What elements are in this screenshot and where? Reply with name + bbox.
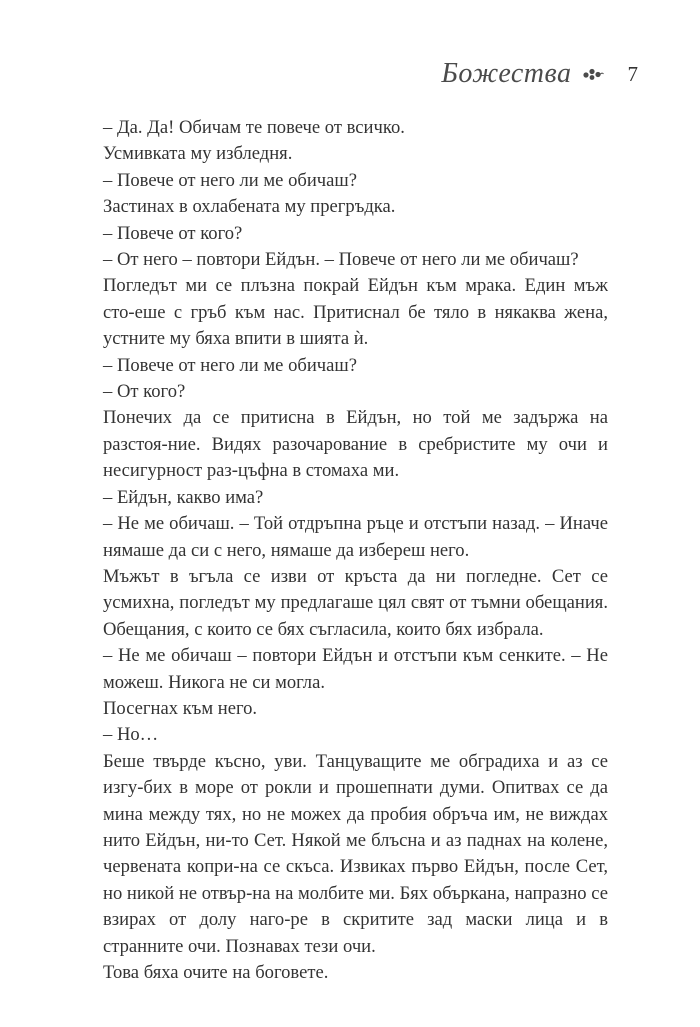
paragraph-14: – Не ме обичаш – повтори Ейдън и отстъпи към сенките. – Не можеш. Никога не си могла. [103, 645, 608, 693]
paragraph-6: – От него – повтори Ейдън. – Повече от него ли ме обичаш? [103, 249, 579, 271]
paragraph-17: Беше твърде късно, уви. Танцуващите ме обградиха и аз се изгу-бих в море от рокли и прошепнати думи. Опитвах се да мина между тях, но не можех да пробия обръча им, не виждах нито Ейдън, ни-то Сет. Някой ме блъсна и аз паднах на колене, червената копри-на се скъса. Извиках първо Ейдън, после Сет, но никой не отвър-на на молбите ми. Бях объркана, напразно се взирах от долу наго-ре в скритите зад маски лица и в странните очи. Познавах тези очи. [103, 750, 608, 957]
paragraph-10: Понечих да се притисна в Ейдън, но той ме задържа на разстоя-ние. Видях разочарование в сребристите му очи и несигурност раз-цъфна в стомаха ми. [103, 407, 608, 482]
paragraph-9: – От кого? [103, 381, 186, 403]
paragraph-13: Мъжът в ъгъла се изви от кръста да ни погледне. Сет се усмихна, погледът му предлагаше цял свят от тъмни обещания. Обещания, с които се бях съгласила, които бях избрала. [103, 565, 608, 640]
paragraph-1: – Да. Да! Обичам те повече от всичко. [103, 117, 405, 138]
book-title: Божества [441, 58, 572, 89]
flourish-ornament-icon [582, 67, 604, 81]
paragraph-7: Погледът ми се плъзна покрай Ейдън към мрака. Един мъж сто-еше с гръб към нас. Притиснал бе тяло в някаква жена, устните му бяха впити в шията ѝ. [103, 275, 608, 350]
paragraph-12: – Не ме обичаш. – Той отдръпна ръце и отстъпи назад. – Иначе нямаше да си с него, нямаше да избереш него. [103, 513, 608, 561]
paragraph-15: Посегнах към него. [103, 697, 258, 719]
paragraph-2: Усмивката му избледня. [103, 143, 293, 165]
body-text [103, 115, 608, 986]
running-head [441, 54, 638, 94]
paragraph-11: – Ейдън, какво има? [103, 486, 264, 508]
paragraph-18: Това бяха очите на боговете. [103, 962, 329, 983]
page-number: 7 [627, 61, 638, 86]
paragraph-5: – Повече от кого? [103, 222, 243, 244]
paragraph-8: – Повече от него ли ме обичаш? [103, 354, 357, 376]
paragraph-4: Застинах в охлабената му прегръдка. [103, 196, 396, 218]
paragraph-16: – Но… [103, 724, 159, 746]
paragraph-3: – Повече от него ли ме обичаш? [103, 169, 357, 191]
